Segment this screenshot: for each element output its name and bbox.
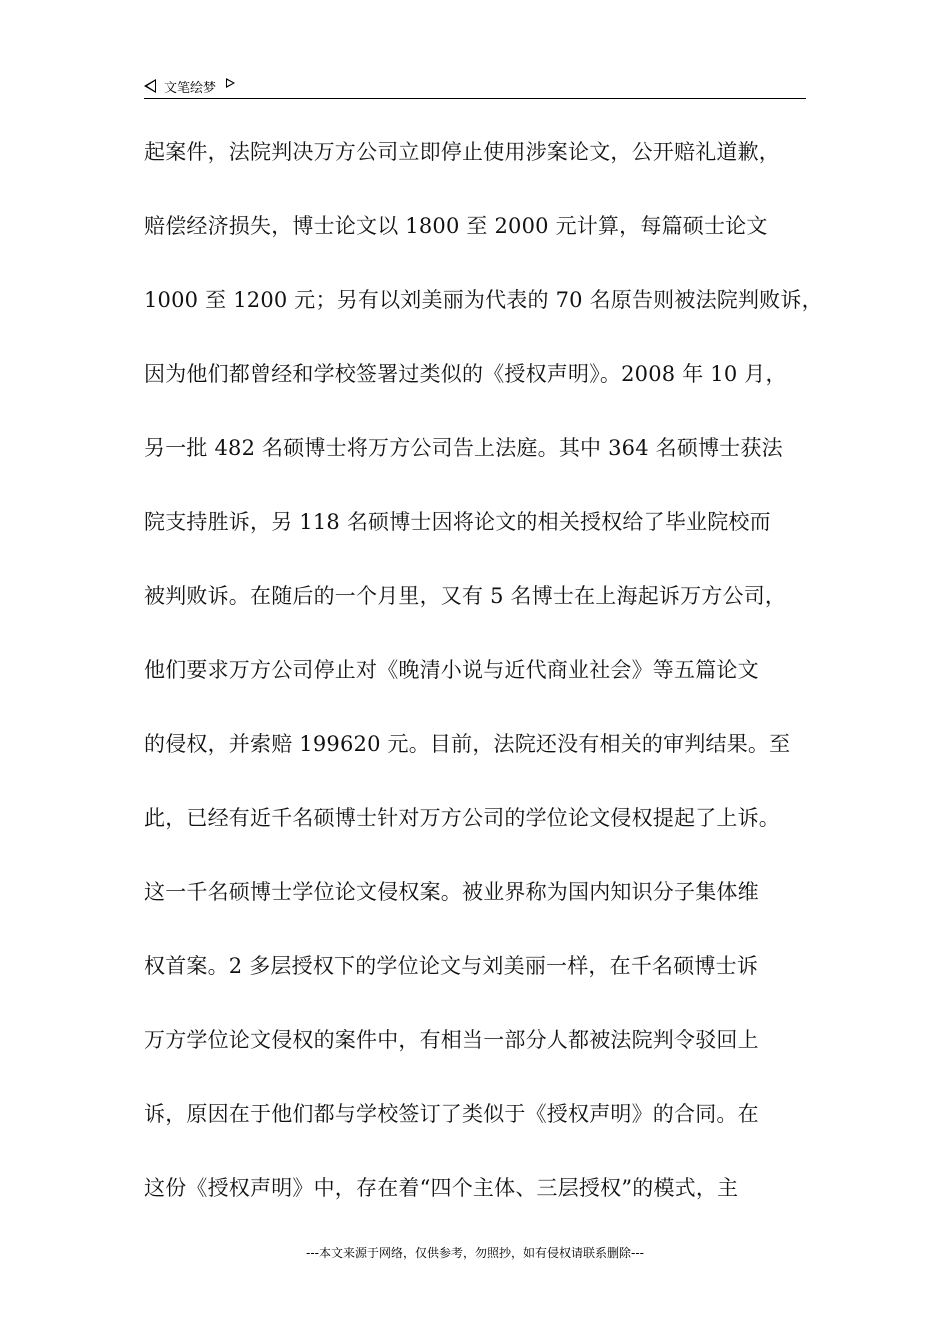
body-line: 被判败诉。在随后的一个月里，又有 5 名博士在上海起诉万方公司，	[144, 584, 787, 608]
body-line: 的侵权，并索赔 199620 元。目前，法院还没有相关的审判结果。至	[144, 732, 791, 756]
body-line: 起案件，法院判决万方公司立即停止使用涉案论文，公开赔礼道歉，	[144, 140, 780, 164]
body-line: 这一千名硕博士学位论文侵权案。被业界称为国内知识分子集体维	[144, 880, 759, 904]
body-line: 权首案。2 多层授权下的学位论文与刘美丽一样，在千名硕博士诉	[144, 954, 759, 978]
header-title: 文笔绘梦	[164, 80, 217, 96]
body-line: 万方学位论文侵权的案件中，有相当一部分人都被法院判令驳回上	[144, 1028, 759, 1052]
body-line: 因为他们都曾经和学校签署过类似的《授权声明》。2008 年 10 月，	[144, 362, 787, 386]
body-line: 此，已经有近千名硕博士针对万方公司的学位论文侵权提起了上诉。	[144, 806, 780, 830]
body-line: 这份《授权声明》中，存在着“四个主体、三层授权”的模式，主	[144, 1176, 739, 1200]
page-header	[144, 74, 806, 99]
body-line: 另一批 482 名硕博士将万方公司告上法庭。其中 364 名硕博士获法	[144, 436, 783, 460]
triangle-right-icon	[226, 78, 235, 88]
page-footer: ---本文来源于网络，仅供参考，勿照抄，如有侵权请联系删除---	[306, 1246, 644, 1260]
body-line: 院支持胜诉，另 118 名硕博士因将论文的相关授权给了毕业院校而	[144, 510, 771, 534]
body-line: 赔偿经济损失，博士论文以 1800 至 2000 元计算，每篇硕士论文	[144, 214, 768, 238]
triangle-left-icon	[144, 79, 156, 93]
body-line: 他们要求万方公司停止对《晚清小说与近代商业社会》等五篇论文	[144, 658, 759, 682]
document-body	[144, 132, 824, 1242]
body-line: 1000 至 1200 元；另有以刘美丽为代表的 70 名原告则被法院判败诉，	[144, 288, 823, 312]
body-line: 诉，原因在于他们都与学校签订了类似于《授权声明》的合同。在	[144, 1102, 759, 1126]
